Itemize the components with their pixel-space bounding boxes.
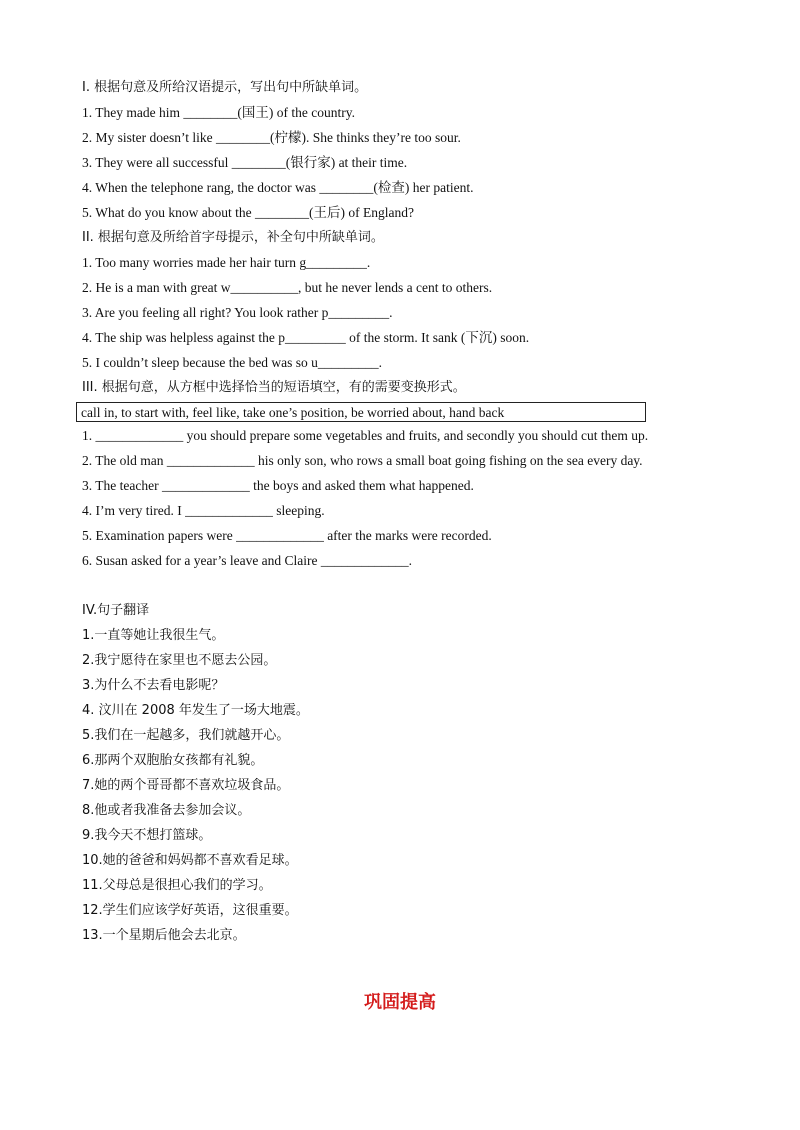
- section-4-item-5: 5.我们在一起越多，我们就越开心。: [82, 728, 290, 743]
- consolidation-title: 巩固提高: [364, 992, 436, 1013]
- section-3-item-3: 3. The teacher _____________ the boys and asked them what happened.: [82, 478, 474, 493]
- section-4-item-2: 2.我宁愿待在家里也不愿去公园。: [82, 653, 277, 668]
- section-1-item-5: 5. What do you know about the ________(王后) of England?: [82, 205, 414, 220]
- section-2-item-2: 2. He is a man with great w__________, but he never lends a cent to others.: [82, 280, 493, 295]
- section-4-item-4: 4. 汶川在 2008 年发生了一场大地震。: [82, 703, 309, 718]
- section-4-item-13: 13.一个星期后他会去北京。: [82, 928, 246, 943]
- section-3-item-4: 4. I’m very tired. I _____________ sleeping.: [82, 503, 325, 518]
- section-3-item-6: 6. Susan asked for a year’s leave and Claire _____________.: [82, 553, 413, 568]
- section-4-item-8: 8.他或者我准备去参加会议。: [82, 803, 251, 818]
- section-2-item-4: 4. The ship was helpless against the p_________ of the storm. It sank (下沉) soon.: [82, 330, 530, 345]
- section-4-item-10: 10.她的爸爸和妈妈都不喜欢看足球。: [82, 853, 298, 868]
- section-4-item-9: 9.我今天不想打篮球。: [82, 828, 212, 843]
- section-2-item-3: 3. Are you feeling all right? You look rather p_________.: [82, 305, 393, 320]
- section-4-item-6: 6.那两个双胞胎女孩都有礼貌。: [82, 753, 264, 768]
- section-1-item-2: 2. My sister doesn’t like ________(柠檬). She thinks they’re too sour.: [82, 130, 461, 145]
- section-4-item-7: 7.她的两个哥哥都不喜欢垃圾食品。: [82, 778, 290, 793]
- section-2-item-1: 1. Too many worries made her hair turn g_________.: [82, 255, 371, 270]
- section-4-heading: IV.句子翻译: [82, 603, 150, 618]
- section-3-heading: III. 根据句意，从方框中选择恰当的短语填空，有的需要变换形式。: [82, 380, 466, 395]
- section-1-item-1: 1. They made him ________(国王) of the country.: [82, 105, 355, 120]
- section-3-item-5: 5. Examination papers were _____________ after the marks were recorded.: [82, 528, 492, 543]
- section-2-heading: II. 根据句意及所给首字母提示，补全句中所缺单词。: [82, 230, 384, 245]
- section-3-item-2: 2. The old man _____________ his only son, who rows a small boat going fishing on the sea every day.: [82, 453, 643, 468]
- section-2-item-5: 5. I couldn’t sleep because the bed was so u_________.: [82, 355, 383, 370]
- section-4-item-3: 3.为什么不去看电影呢？: [82, 678, 225, 693]
- phrase-box: call in, to start with, feel like, take one’s position, be worried about, hand back: [76, 402, 646, 422]
- section-3-item-1: 1. _____________ you should prepare some vegetables and fruits, and secondly you should cut them up.: [82, 428, 649, 443]
- section-4-item-1: 1.一直等她让我很生气。: [82, 628, 225, 643]
- section-1-item-4: 4. When the telephone rang, the doctor was ________(检查) her patient.: [82, 180, 474, 195]
- section-1-item-3: 3. They were all successful ________(银行家) at their time.: [82, 155, 408, 170]
- section-1-heading: I. 根据句意及所给汉语提示，写出句中所缺单词。: [82, 80, 368, 95]
- section-4-item-11: 11.父母总是很担心我们的学习。: [82, 878, 272, 893]
- section-4-item-12: 12.学生们应该学好英语，这很重要。: [82, 903, 298, 918]
